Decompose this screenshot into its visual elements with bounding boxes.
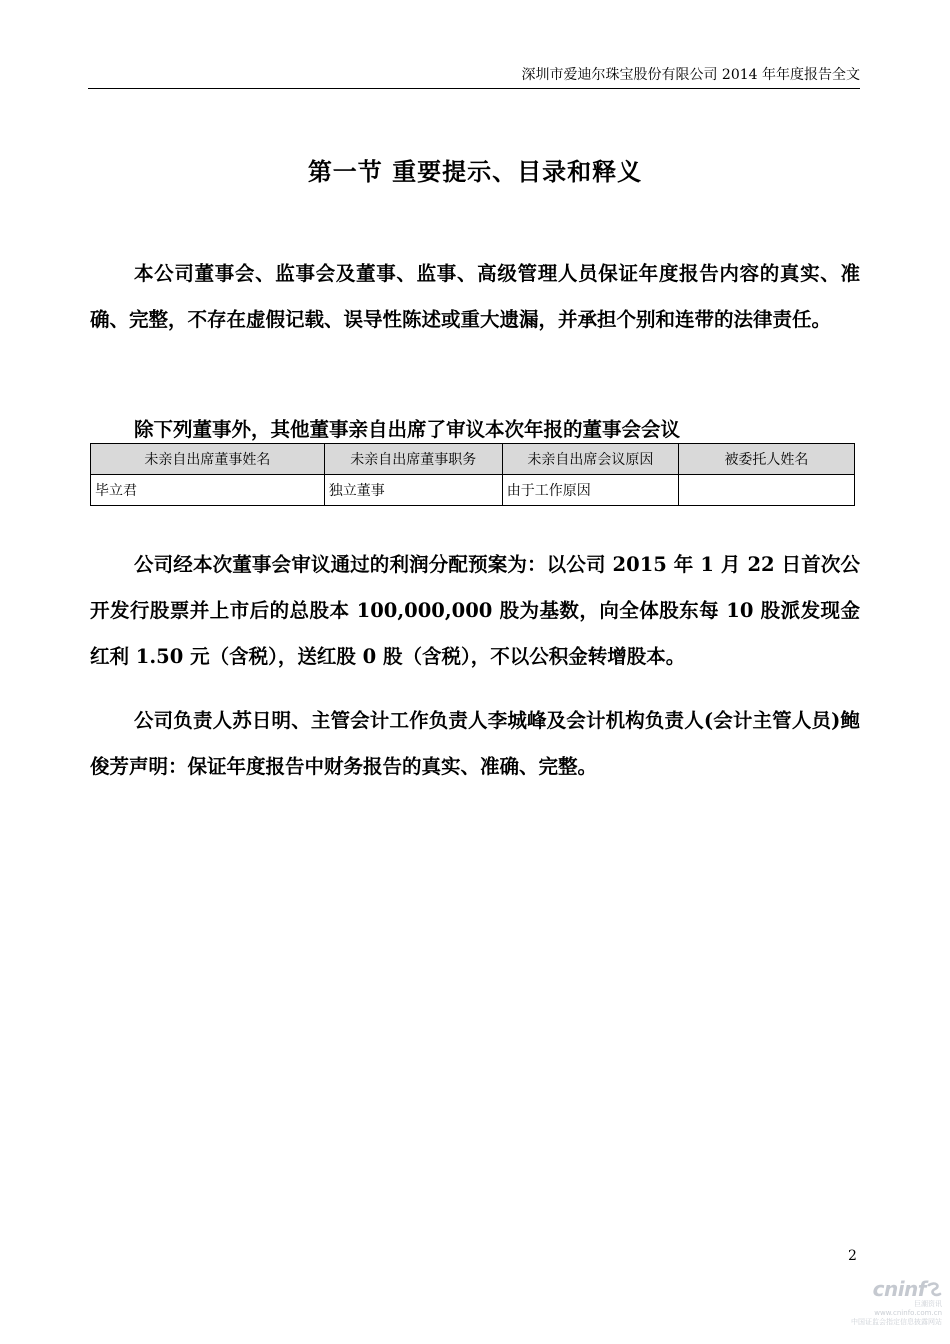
proxy-name-cell <box>678 475 854 506</box>
table-header-cell: 被委托人姓名 <box>678 444 854 475</box>
cninfo-logo <box>832 1278 942 1300</box>
page-number: 2 <box>848 1248 857 1264</box>
page-header-title: 深圳市爱迪尔珠宝股份有限公司 2014 年年度报告全文 <box>521 67 860 83</box>
watermark-tagline: 中国证监会指定信息披露网站 <box>851 1318 942 1326</box>
watermark-brand: 巨潮资讯 <box>914 1300 942 1308</box>
swirl-icon <box>926 1281 942 1299</box>
table-row <box>91 475 855 506</box>
table-header-cell: 未亲自出席董事姓名 <box>91 444 325 475</box>
header-divider <box>88 88 860 89</box>
table-header-cell: 未亲自出席会议原因 <box>502 444 678 475</box>
cninfo-logo-text: cninf <box>872 1277 926 1301</box>
watermark-url: www.cninfo.com.cn <box>874 1309 942 1317</box>
section-title: 第一节 重要提示、目录和释义 <box>307 157 643 186</box>
director-position-cell: 独立董事 <box>324 475 502 506</box>
director-name-cell: 毕立君 <box>91 475 325 506</box>
table-header-row <box>91 444 855 475</box>
management-declaration-paragraph: 公司负责人苏日明、主管会计工作负责人李城峰及会计机构负责人(会计主管人员)鲍俊芳声明：保证年度报告中财务报告的真实、准确、完整。 <box>90 708 860 778</box>
profit-distribution-paragraph: 公司经本次董事会审议通过的利润分配预案为：以公司 2015 年 1 月 22 日首次公开发行股票并上市后的总股本 100,000,000 股为基数，向全体股东每 10 股派发现金红利 1.50 元（含税），送红股 0 股（含税），不以公积金转增股本。 <box>90 552 860 668</box>
table-header-cell: 未亲自出席董事职务 <box>324 444 502 475</box>
absence-reason-cell: 由于工作原因 <box>502 475 678 506</box>
absent-directors-intro: 除下列董事外，其他董事亲自出席了审议本次年报的董事会会议 <box>134 417 681 441</box>
cninfo-watermark <box>832 1278 942 1338</box>
board-assurance-paragraph: 本公司董事会、监事会及董事、监事、高级管理人员保证年度报告内容的真实、准确、完整，不存在虚假记载、误导性陈述或重大遗漏，并承担个别和连带的法律责任。 <box>90 261 860 331</box>
absent-directors-table <box>90 443 855 506</box>
